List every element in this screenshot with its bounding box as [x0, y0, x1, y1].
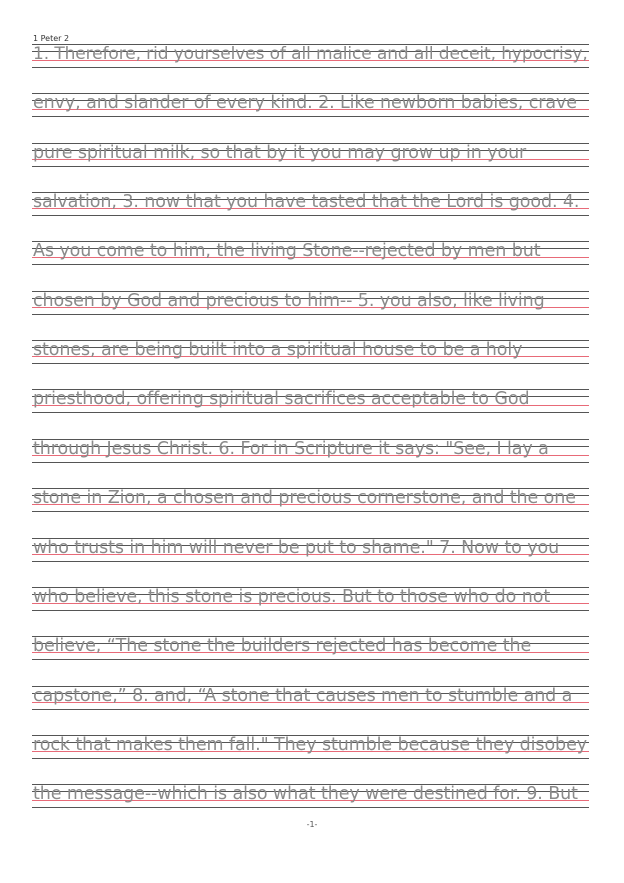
page-number: -1-	[306, 820, 318, 829]
practice-row	[32, 535, 589, 565]
practice-row	[32, 337, 589, 367]
trace-text-line: pure spiritual milk, so that by it you may grow up in your	[33, 142, 527, 163]
guide-line-bottom	[32, 561, 589, 562]
practice-row	[32, 584, 589, 614]
guide-line-bottom	[32, 166, 589, 167]
practice-row	[32, 41, 589, 71]
practice-row	[32, 633, 589, 663]
trace-text-line: who believe, this stone is precious. But to those who do not	[33, 586, 551, 607]
guide-line-bottom	[32, 264, 589, 265]
trace-text-line: through Jesus Christ. 6. For in Scripture it says: "See, I lay a	[33, 438, 549, 459]
practice-row	[32, 436, 589, 466]
handwriting-practice-lines	[32, 0, 589, 883]
practice-row	[32, 189, 589, 219]
trace-text-line: stone in Zion, a chosen and precious cornerstone, and the one	[33, 488, 576, 509]
guide-line-bottom	[32, 610, 589, 611]
guide-line-bottom	[32, 363, 589, 364]
practice-row	[32, 288, 589, 318]
guide-line-bottom	[32, 758, 589, 759]
trace-text-line: rock that makes them fall." They stumble because they disobey	[33, 734, 587, 755]
trace-text-line: capstone,” 8. and, “A stone that causes men to stumble and a	[33, 685, 573, 706]
practice-row	[32, 485, 589, 515]
trace-text-line: the message--which is also what they were destined for. 9. But	[33, 784, 578, 805]
trace-text-line: chosen by God and precious to him-- 5. you also, like living	[33, 290, 545, 311]
practice-row	[32, 140, 589, 170]
practice-row	[32, 386, 589, 416]
practice-row	[32, 781, 589, 811]
guide-line-bottom	[32, 314, 589, 315]
page-header-reference: 1 Peter 2	[33, 34, 70, 43]
guide-line-bottom	[32, 807, 589, 808]
practice-row	[32, 90, 589, 120]
guide-line-bottom	[32, 412, 589, 413]
trace-text-line: envy, and slander of every kind. 2. Like newborn babies, crave	[33, 93, 577, 114]
practice-row	[32, 732, 589, 762]
guide-line-bottom	[32, 116, 589, 117]
guide-line-bottom	[32, 462, 589, 463]
practice-row	[32, 238, 589, 268]
guide-line-bottom	[32, 67, 589, 68]
practice-row	[32, 683, 589, 713]
guide-line-bottom	[32, 659, 589, 660]
trace-text-line: believe, “The stone the builders rejected has become the	[33, 636, 532, 657]
trace-text-line: who trusts in him will never be put to shame." 7. Now to you	[33, 537, 560, 558]
trace-text-line: 1. Therefore, rid yourselves of all malice and all deceit, hypocrisy,	[33, 44, 588, 64]
trace-text-line: priesthood, offering spiritual sacrifices acceptable to God	[33, 389, 530, 410]
trace-text-line: As you come to him, the living Stone--rejected by men but	[33, 241, 541, 262]
guide-line-bottom	[32, 709, 589, 710]
guide-line-bottom	[32, 215, 589, 216]
trace-text-line: salvation, 3. now that you have tasted that the Lord is good. 4.	[33, 192, 580, 213]
guide-line-bottom	[32, 511, 589, 512]
trace-text-line: stones, are being built into a spiritual house to be a holy	[33, 340, 523, 361]
